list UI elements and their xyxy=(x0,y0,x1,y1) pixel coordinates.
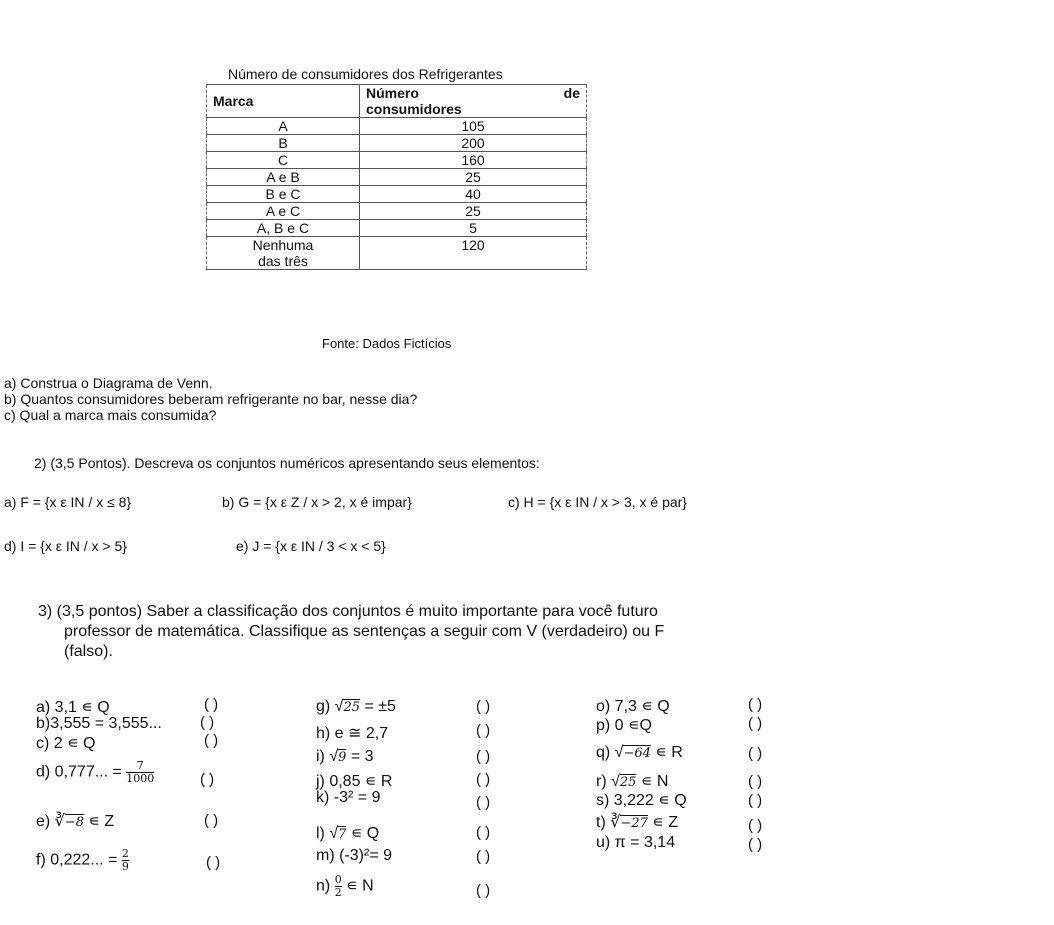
radicand-value: −8 xyxy=(64,815,85,830)
table-caption: Número de consumidores dos Refrigerantes xyxy=(228,66,503,82)
numerator: 0 xyxy=(334,873,342,886)
consumers-table xyxy=(206,84,587,270)
q3-item-j: j) 0,85 ∊ R xyxy=(316,773,393,790)
cell-valor: 25 xyxy=(360,203,587,220)
header-numero xyxy=(360,85,587,118)
answer-box-d[interactable]: ( ) xyxy=(200,771,215,788)
answer-box-b[interactable]: ( ) xyxy=(200,714,215,731)
fraction xyxy=(126,760,154,785)
answer-box-s[interactable]: ( ) xyxy=(748,792,763,809)
answer-box-g[interactable]: ( ) xyxy=(476,698,491,715)
q3-item-k: k) -3² = 9 xyxy=(316,789,381,806)
radicand-value: −27 xyxy=(620,816,648,831)
q3-item-g-post: = ±5 xyxy=(360,698,396,715)
answer-box-e[interactable]: ( ) xyxy=(204,812,219,829)
q3-line2: professor de matemática. Classifique as sentenças a seguir com V (verdadeiro) ou F xyxy=(64,623,665,640)
table-row xyxy=(207,152,587,169)
answer-box-t[interactable]: ( ) xyxy=(748,817,763,834)
q3-item-q xyxy=(596,742,683,762)
table-row xyxy=(207,186,587,203)
q2-title: 2) (3,5 Pontos). Descreva os conjuntos numéricos apresentando seus elementos: xyxy=(34,455,540,471)
answer-box-h[interactable]: ( ) xyxy=(476,722,491,739)
q3-line1: 3) (3,5 pontos) Saber a classificação dos conjuntos é muito importante para você futuro xyxy=(38,603,658,620)
q3-item-r xyxy=(596,771,668,791)
answer-box-f[interactable]: ( ) xyxy=(206,854,221,871)
cell-marca: B xyxy=(207,135,360,152)
answer-box-c[interactable]: ( ) xyxy=(204,732,219,749)
numerator: 2 xyxy=(121,847,129,860)
radicand xyxy=(623,745,650,761)
cell-valor: 160 xyxy=(360,152,587,169)
q3-item-u: u) π = 3,14 xyxy=(596,834,676,851)
sqrt-sign: r) √ xyxy=(596,773,620,790)
q3-item-f-text: f) 0,222... = xyxy=(36,851,118,869)
table-row xyxy=(207,135,587,152)
fraction xyxy=(122,848,129,873)
q3-item-s: s) 3,222 ∊ Q xyxy=(596,792,687,809)
table-source: Fonte: Dados Fictícios xyxy=(322,336,452,351)
cube-root-sign: e) ∛ xyxy=(36,813,65,830)
q3-item-g xyxy=(316,698,396,716)
table-row xyxy=(207,169,587,186)
q2-c: c) H = {x ε IN / x > 3, x é par} xyxy=(508,494,687,510)
radicand xyxy=(343,699,360,715)
answer-box-k[interactable]: ( ) xyxy=(476,794,491,811)
q1-a: a) Construa o Diagrama de Venn. xyxy=(4,375,213,391)
q2-a: a) F = {x ε IN / x ≤ 8} xyxy=(4,494,132,510)
q2-e: e) J = {x ε IN / 3 < x < 5} xyxy=(236,538,386,554)
sqrt-sign: l) √ xyxy=(316,825,339,842)
q3-item-c: c) 2 ∊ Q xyxy=(36,735,96,752)
cell-valor: 120 xyxy=(360,237,587,270)
answer-box-j[interactable]: ( ) xyxy=(476,771,491,788)
radicand-value: −64 xyxy=(623,746,651,761)
answer-box-o[interactable]: ( ) xyxy=(748,696,763,713)
q3-item-l xyxy=(316,823,379,843)
q3-item-i-post: = 3 xyxy=(346,748,374,765)
q3-item-a: a) 3,1 ∊ Q xyxy=(36,699,110,716)
q3-item-b: b)3,555 = 3,555... xyxy=(36,715,162,732)
answer-box-a[interactable]: ( ) xyxy=(204,696,219,713)
q3-item-d-text: d) 0,777... = xyxy=(36,763,122,781)
sqrt-sign: g) √ xyxy=(316,698,344,715)
answer-box-r[interactable]: ( ) xyxy=(748,773,763,790)
fraction xyxy=(335,874,342,899)
table-row xyxy=(207,237,587,270)
q1-c: c) Qual a marca mais consumida? xyxy=(4,407,217,423)
cube-root-sign: t) ∛ xyxy=(596,814,621,831)
header-de-word: de xyxy=(563,85,580,101)
header-consumidores-word: consumidores xyxy=(366,101,462,117)
q3-item-o: o) 7,3 ∊ Q xyxy=(596,698,670,715)
answer-box-u[interactable]: ( ) xyxy=(748,836,763,853)
q3-line3: (falso). xyxy=(64,643,113,660)
table-row xyxy=(207,203,587,220)
cell-valor: 105 xyxy=(360,118,587,135)
denominator: 9 xyxy=(121,860,129,873)
answer-box-i[interactable]: ( ) xyxy=(476,748,491,765)
answer-box-l[interactable]: ( ) xyxy=(476,824,491,841)
cell-marca: B e C xyxy=(207,186,360,203)
q3-item-n xyxy=(316,874,374,899)
header-marca: Marca xyxy=(207,85,360,118)
radicand-value: 7 xyxy=(338,827,347,842)
answer-box-n[interactable]: ( ) xyxy=(476,882,491,899)
denominator: 1000 xyxy=(126,772,155,785)
cell-valor: 40 xyxy=(360,186,587,203)
cell-valor: 5 xyxy=(360,220,587,237)
denominator: 2 xyxy=(334,886,342,899)
numerator: 7 xyxy=(126,760,154,773)
answer-box-p[interactable]: ( ) xyxy=(748,715,763,732)
q3-item-n-text: n) xyxy=(316,877,331,895)
header-numero-word: Número xyxy=(366,85,419,101)
cell-marca: A xyxy=(207,118,360,135)
q3-item-e xyxy=(36,811,114,831)
q3-item-h: h) e ≅ 2,7 xyxy=(316,725,389,742)
radicand xyxy=(65,814,84,830)
q3-item-p: p) 0 ∊Q xyxy=(596,717,652,734)
q3-item-m: m) (-3)²= 9 xyxy=(316,847,392,864)
cell-marca: A, B e C xyxy=(207,220,360,237)
table-row xyxy=(207,118,587,135)
q3-item-q-post: ∊ R xyxy=(650,744,683,761)
q3-item-t xyxy=(596,812,678,832)
sqrt-sign: q) √ xyxy=(596,744,624,761)
answer-box-q[interactable]: ( ) xyxy=(748,745,763,762)
q2-b: b) G = {x ε Z / x > 2, x é impar} xyxy=(222,494,412,510)
q3-item-d xyxy=(36,760,154,785)
table-row xyxy=(207,220,587,237)
answer-box-m[interactable]: ( ) xyxy=(476,848,491,865)
q3-item-f xyxy=(36,848,129,873)
sqrt-sign: i) √ xyxy=(316,748,339,765)
q3-item-i xyxy=(316,748,374,766)
cell-marca: A e C xyxy=(207,203,360,220)
radicand-value: 9 xyxy=(338,750,347,765)
cell-marca: C xyxy=(207,152,360,169)
q3-item-l-post: ∊ Q xyxy=(346,825,380,842)
q1-b: b) Quantos consumidores beberam refrigerante no bar, nesse dia? xyxy=(4,391,418,407)
cell-valor: 25 xyxy=(360,169,587,186)
q2-d: d) I = {x ε IN / x > 5} xyxy=(4,538,127,554)
cell-valor: 200 xyxy=(360,135,587,152)
table-header-row xyxy=(207,85,587,118)
radicand-value: 25 xyxy=(619,775,637,790)
q3-item-e-post: ∊ Z xyxy=(84,813,115,830)
radicand-value: 25 xyxy=(343,700,360,715)
radicand xyxy=(620,815,647,831)
q3-item-t-post: ∊ Z xyxy=(647,814,679,831)
cell-marca: Nenhuma das três xyxy=(207,237,360,270)
q3-item-n-post: ∊ N xyxy=(346,877,374,895)
cell-marca: A e B xyxy=(207,169,360,186)
q3-item-r-post: ∊ N xyxy=(636,773,669,790)
radicand xyxy=(620,774,637,790)
